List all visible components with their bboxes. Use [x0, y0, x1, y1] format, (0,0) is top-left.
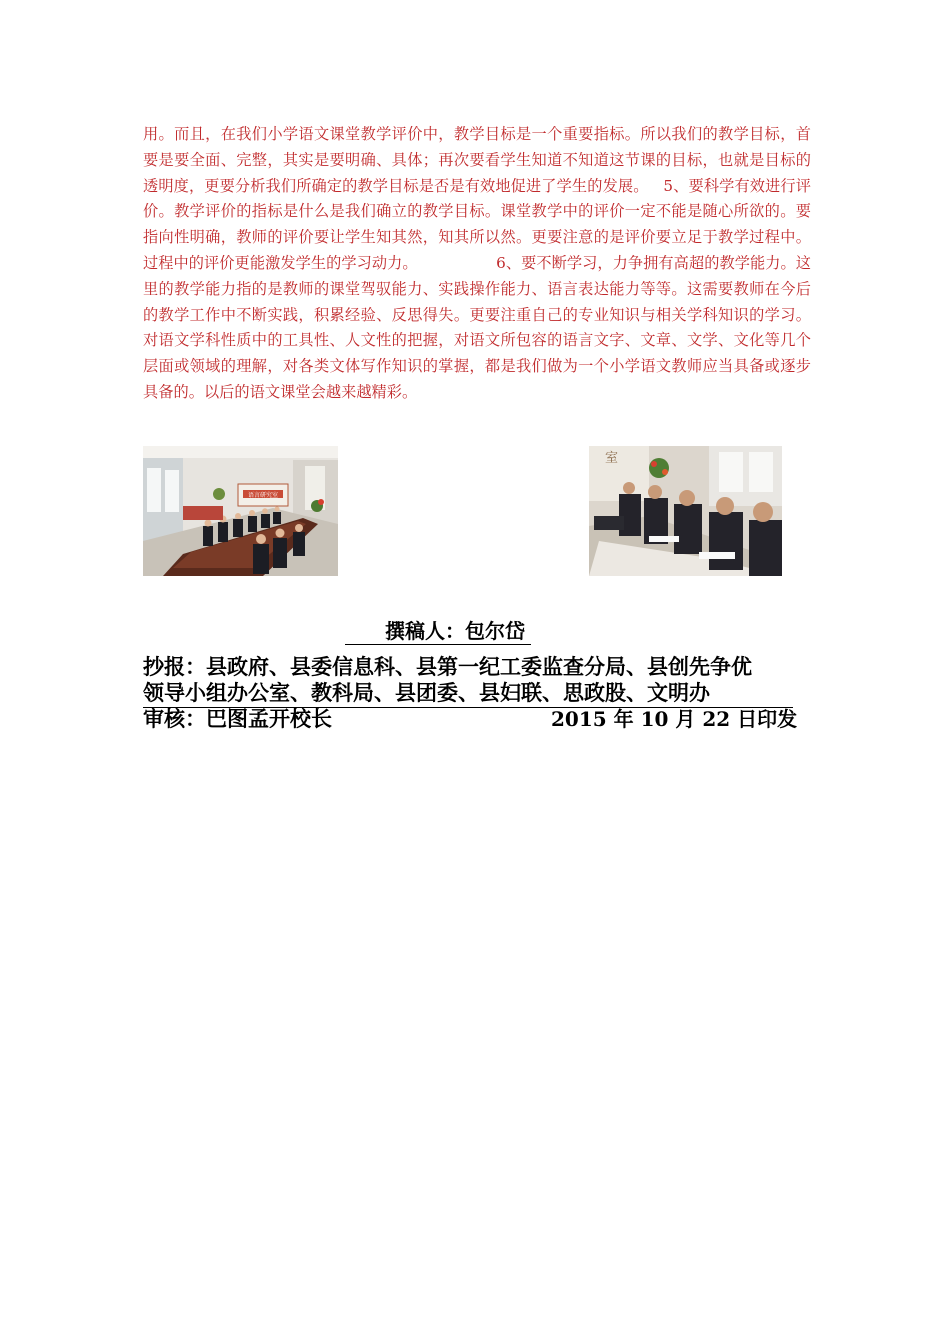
room-sign-right: 室: [605, 451, 619, 466]
teachers-writing-image: [589, 446, 782, 576]
article-paragraph: 用。而且，在我们小学语文课堂教学评价中，教学目标是一个重要指标。所以我们的教学目标，首要是要全面、完整，其实是要明确、具体；再次要看学生知道不知道这节课的目标，也就是目标的透明度，更要分析我们所确定的教学目标是否是有效地促进了学生的发展。 5、要科学有效进行评价。教学评价的指标是什么是我们确立的教学目标。课堂教学中的评价一定不能是随心所欲的。要指向性明确，教师的评价要让学生知其然，知其所以然。更要注意的是评价要立足于教学过程中。过程中的评价更能激发学生的学习动力。 6、要不断学习，力争拥有高超的教学能力。这里的教学能力指的是教师的课堂驾驭能力、实践操作能力、语言表达能力等等。这需要教师在今后的教学工作中不断实践，积累经验、反思得失。更要注重自己的专业知识与相关学科知识的学习。对语文学科性质中的工具性、人文性的把握，对语文所包容的语言文字、文章、文学、文化等几个层面或领域的理解，对各类文体写作知识的掌握，都是我们做为一个小学语文教师应当具备或逐步具备的。以后的语文课堂会越来越精彩。: [143, 125, 811, 401]
room-sign-left: 语言研究室: [247, 492, 279, 499]
cc-recipients-line-1: 抄报：县政府、县委信息科、县第一纪工委监查分局、县创先争优: [143, 655, 752, 679]
meeting-photo-left: [143, 446, 338, 576]
meeting-photo-right: [589, 446, 782, 576]
article-body: [143, 122, 811, 406]
issue-date: 2015 年 10 月 22 日印发: [551, 707, 798, 731]
author-credit: 撰稿人：包尔岱: [345, 618, 531, 645]
cc-recipients-line-2: 领导小组办公室、教科局、县团委、县妇联、思政股、文明办: [143, 681, 710, 705]
meeting-room-image: [143, 446, 338, 576]
reviewer-line: 审核：巴图孟开校长: [143, 707, 332, 731]
